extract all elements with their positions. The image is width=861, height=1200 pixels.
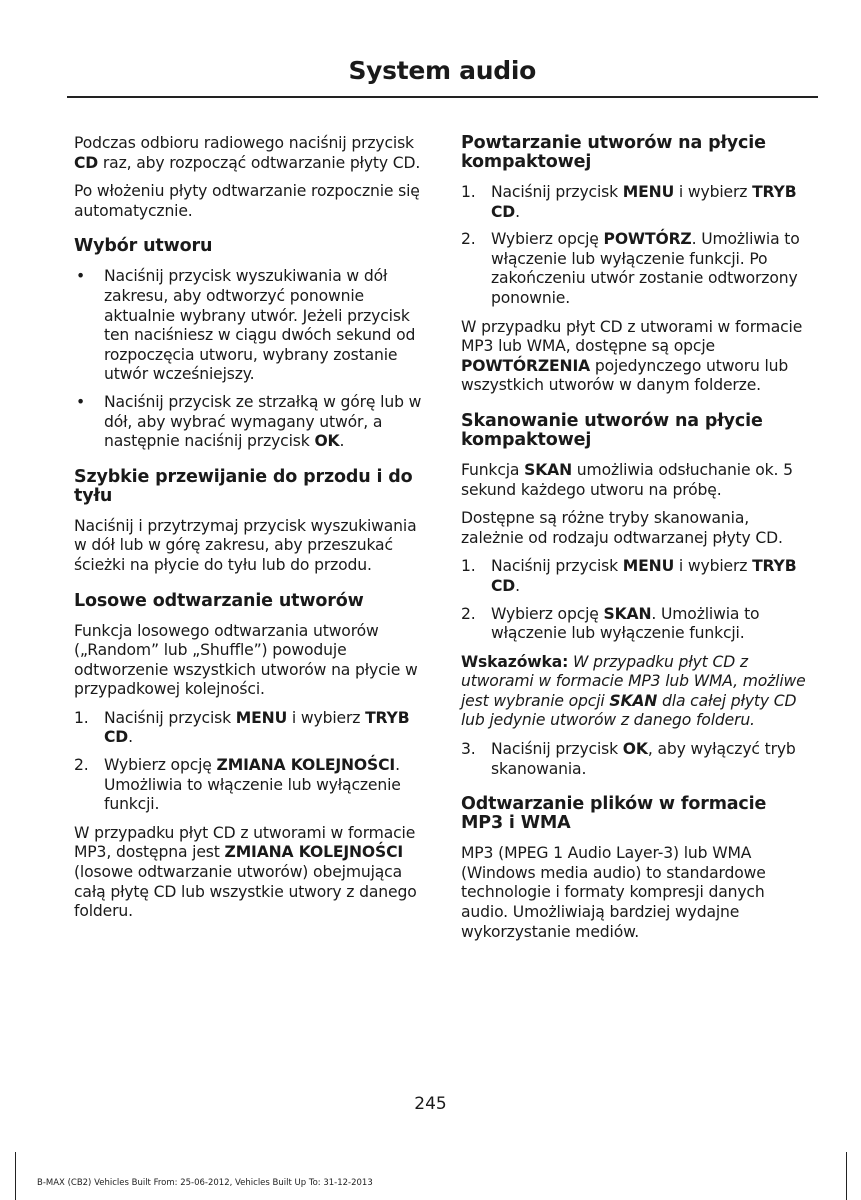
list-item: 2. Wybierz opcję SKAN. Umożliwia to włączenie lub wyłączenie funkcji. — [461, 604, 760, 643]
repeat-steps — [461, 183, 814, 309]
note-paragraph: Wskazówka: W przypadku płyt CD z utworami w formacie MP3 lub WMA, możliwe jest wybranie opcji SKAN dla całej płyty CD lub jedynie utworów z danego folderu. — [461, 652, 806, 730]
list-item: 2. Wybierz opcję POWTÓRZ. Umożliwia to włączenie lub wyłączenie funkcji. Po zakończeniu utwór zostanie odtworzony ponownie. — [461, 230, 800, 307]
crop-mark-left — [15, 1152, 16, 1200]
mp3-wma-paragraph: MP3 (MPEG 1 Audio Layer-3) lub WMA (Windows media audio) to standardowe technologie i formaty kompresji danych audio. Umożliwiają bardziej wydajne wykorzystanie mediów. — [461, 844, 766, 941]
section-heading-fast-forward: Szybkie przewijanie do przodu i do tyłu — [74, 466, 413, 506]
scan-steps-continued — [461, 740, 814, 779]
section-heading-track-select: Wybór utworu — [74, 236, 213, 257]
repeat-mp3-paragraph: W przypadku płyt CD z utworami w formacie MP3 lub WMA, dostępne są opcje POWTÓRZENIA pojedynczego utworu lub wszystkich utworów w danym folderze. — [461, 317, 803, 395]
page-number: 245 — [414, 1094, 447, 1114]
bullet-mark: • — [76, 267, 86, 286]
auto-play-paragraph: Po włożeniu płyty odtwarzanie rozpocznie się automatycznie. — [74, 182, 420, 220]
section-heading-scan: Skanowanie utworów na płycie kompaktowej — [461, 410, 763, 450]
scan-paragraph: Funkcja SKAN umożliwia odsłuchanie ok. 5 sekund każdego utworu na próbę. — [461, 460, 793, 499]
bullet-mark: • — [76, 392, 86, 411]
scan-steps — [461, 557, 814, 643]
list-item: • Naciśnij przycisk wyszukiwania w dół zakresu, aby odtworzyć ponownie aktualnie wybrany utwór. Jeżeli przycisk ten naciśniesz w ciągu dwóch sekund od rozpoczęcia utworu, wybrany zostanie utwór wcześniejszy. — [76, 267, 416, 384]
section-heading-repeat: Powtarzanie utworów na płycie kompaktowej — [461, 133, 766, 172]
list-item: 1. Naciśnij przycisk MENU i wybierz TRYB CD. — [74, 708, 410, 747]
list-item: 3. Naciśnij przycisk OK, aby wyłączyć tryb skanowania. — [461, 740, 796, 778]
intro-paragraph: Podczas odbioru radiowego naciśnij przycisk CD raz, aby rozpocząć odtwarzanie płyty CD. — [74, 134, 421, 172]
header-divider — [67, 96, 818, 98]
list-item: 1. Naciśnij przycisk MENU i wybierz TRYB CD. — [461, 557, 797, 595]
left-column — [74, 134, 426, 931]
shuffle-mp3-paragraph: W przypadku płyt CD z utworami w formacie MP3, dostępna jest ZMIANA KOLEJNOŚCI (losowe odtwarzanie utworów) obejmująca całą płytę CD lub wszystkie utwory z danego folderu. — [74, 823, 417, 921]
right-column — [461, 134, 814, 951]
section-heading-shuffle: Losowe odtwarzanie utworów — [74, 590, 364, 611]
shuffle-steps — [74, 709, 426, 815]
fast-forward-paragraph: Naciśnij i przytrzymaj przycisk wyszukiwania w dół lub w górę zakresu, aby przeszukać ścieżki na płycie do tyłu lub do przodu. — [74, 516, 417, 574]
page-title: System audio — [348, 56, 536, 85]
crop-mark-right — [846, 1152, 847, 1200]
list-item: • Naciśnij przycisk ze strzałką w górę lub w dół, aby wybrać wymagany utwór, a następnie naciśnij przycisk OK. — [76, 392, 422, 451]
track-select-bullets — [74, 267, 426, 451]
section-heading-mp3-wma: Odtwarzanie plików w formacie MP3 i WMA — [461, 794, 767, 834]
scan-modes-paragraph: Dostępne są różne tryby skanowania, zależnie od rodzaju odtwarzanej płyty CD. — [461, 509, 783, 547]
shuffle-paragraph: Funkcja losowego odtwarzania utworów („Random” lub „Shuffle”) powoduje odtworzenie wszystkich utworów na płycie w przypadkowej kolejności. — [74, 621, 418, 699]
footer-text: B-MAX (CB2) Vehicles Built From: 25-06-2012, Vehicles Built Up To: 31-12-2013 — [37, 1178, 373, 1188]
list-item: 2. Wybierz opcję ZMIANA KOLEJNOŚCI. Umożliwia to włączenie lub wyłączenie funkcji. — [74, 756, 401, 814]
list-item: 1. Naciśnij przycisk MENU i wybierz TRYB CD. — [461, 183, 797, 221]
